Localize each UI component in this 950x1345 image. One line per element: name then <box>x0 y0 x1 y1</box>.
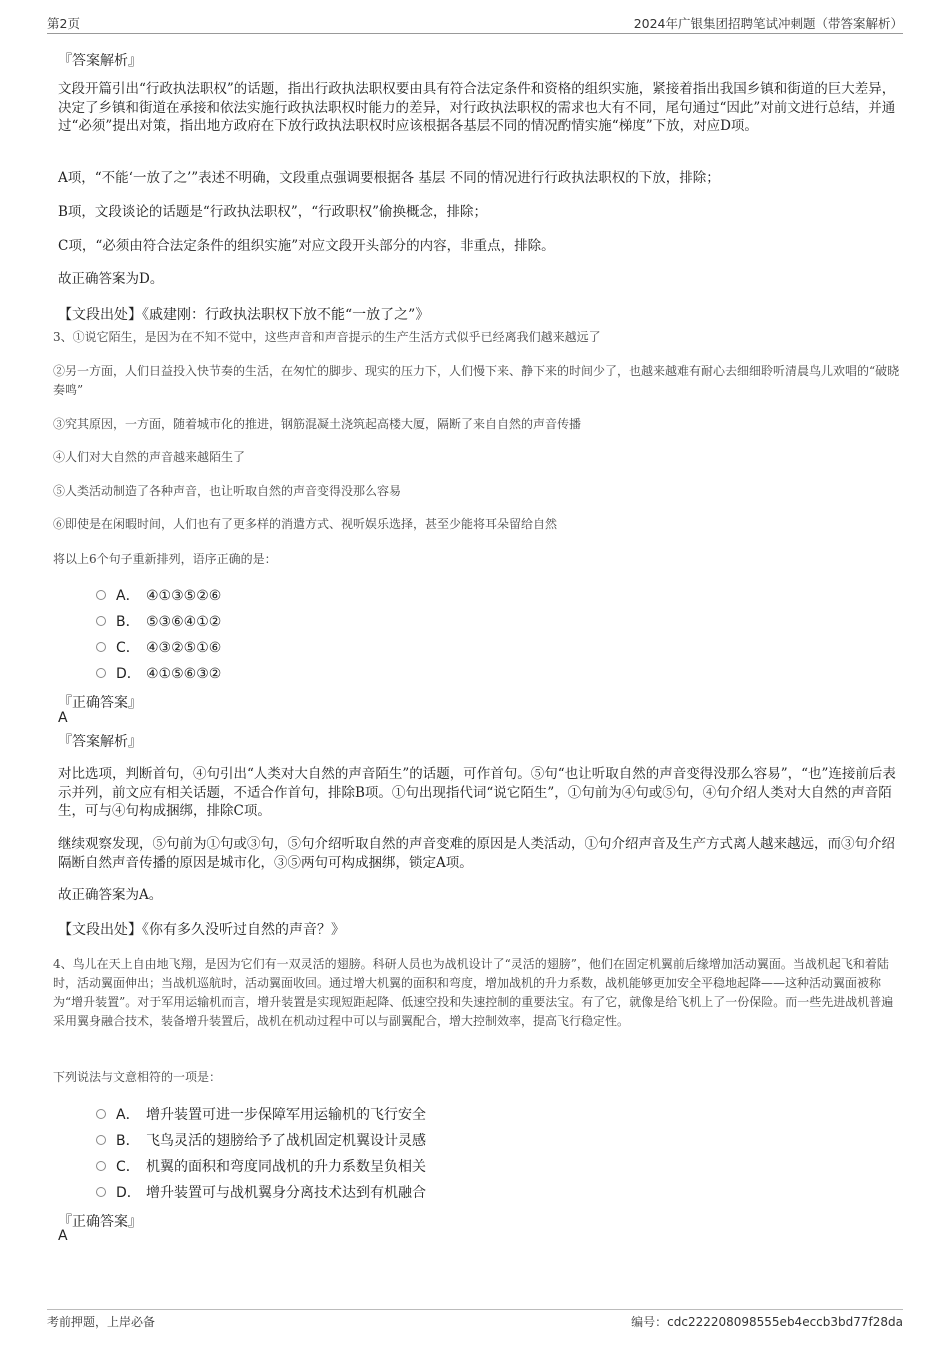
q3-option-c[interactable]: C． ④③②⑤①⑥ <box>96 637 221 657</box>
q3-sentence-6: ⑥即使是在闲暇时间，人们也有了更多样的消遣方式、视听娱乐选择，甚至少能将耳朵留给自然 <box>53 517 558 531</box>
q2-explain-para4: C项，“必须由符合法定条件的组织实施”对应文段开头部分的内容，非重点，排除。 <box>58 238 555 254</box>
q4-option-a[interactable]: A． 增升装置可进一步保障军用运输机的飞行安全 <box>96 1104 426 1124</box>
q3-explain-para1: 对比选项，判断首句，④句引出“人类对大自然的声音陌生”的话题，可作首句。⑤句“也让听取自然的声音变得没那么容易”，“也”连接前后表示并列，前文应有相关话题，不适合作首句，排除B项。①句出现指代词“说它陌生”，①句前为④句或⑤句，④句介绍人类对大自然的声音陌生，可与④句构成捆绑，排除C项。 <box>58 766 896 819</box>
q3-source: 【文段出处】《你有多久没听过自然的声音？》 <box>58 922 345 938</box>
q3-option-b[interactable]: B． ⑤③⑥④①② <box>96 611 221 631</box>
q3-sentence-2: ②另一方面，人们日益投入快节奏的生活，在匆忙的脚步、现实的压力下，人们慢下来、静下来的时间少了，也越来越难有耐心去细细聆听清晨鸟儿欢唱的“破晓奏鸣” <box>53 364 900 397</box>
radio-icon[interactable] <box>96 590 106 600</box>
q3-option-a[interactable]: A． ④①③⑤②⑥ <box>96 585 221 605</box>
q4-option-b[interactable]: B． 飞鸟灵活的翅膀给予了战机固定机翼设计灵感 <box>96 1130 426 1150</box>
footer-divider <box>47 1309 903 1310</box>
q3-sentence-3: ③究其原因，一方面，随着城市化的推进，钢筋混凝土浇筑起高楼大厦，隔断了来自自然的声音传播 <box>53 417 582 431</box>
q2-source: 【文段出处】《戚建刚：行政执法职权下放不能“一放了之”》 <box>58 307 430 323</box>
footer-slogan: 考前押题，上岸必备 <box>47 1315 156 1329</box>
q3-answer-label: 『正确答案』 <box>58 695 142 711</box>
radio-icon[interactable] <box>96 642 106 652</box>
document-title: 2024年广银集团招聘笔试冲刺题（带答案解析） <box>633 16 903 31</box>
q3-explain-conclusion: 故正确答案为A。 <box>58 887 163 903</box>
header-divider <box>47 33 903 34</box>
q2-explain-para1: 文段开篇引出“行政执法职权”的话题，指出行政执法职权要由具有符合法定条件和资格的组织实施，紧接着指出我国乡镇和街道的巨大差异，决定了乡镇和街道在承接和依法实施行政执法职权时能力的差异，对行政执法职权的需求也大有不同，尾句通过“因此”对前文进行总结，并通过“必须”提出对策，指出地方政府在下放行政执法职权时应该根据各基层不同的情况酌情实施“梯度”下放，对应D项。 <box>58 81 896 134</box>
q3-option-d[interactable]: D． ④①⑤⑥③② <box>96 663 221 683</box>
q3-answer: A <box>58 710 68 726</box>
q2-explain-label: 『答案解析』 <box>58 53 142 69</box>
document-code: 编号：cdc222208098555eb4eccb3bd77f28da <box>631 1315 903 1329</box>
q4-option-c[interactable]: C． 机翼的面积和弯度同战机的升力系数呈负相关 <box>96 1156 426 1176</box>
q4-prompt: 下列说法与文意相符的一项是： <box>53 1070 222 1084</box>
page-number: 第2页 <box>47 16 80 31</box>
q4-stem: 4、鸟儿在天上自由地飞翔，是因为它们有一双灵活的翅膀。科研人员也为战机设计了“灵活的翅膀”，他们在固定机翼前后缘增加活动翼面。当战机起飞和着陆时，活动翼面伸出；当战机巡航时，活动翼面收回。通过增大机翼的面积和弯度，增加战机的升力系数，战机能够更加安全平稳地起降——这种活动翼面被称为“增升装置”。对于军用运输机而言，增升装置是实现短距起降、低速空投和失速控制的重要法宝。有了它，就像是给飞机上了一份保险。而一些先进战机普遍采用翼身融合技术，装备增升装置后，战机在机动过程中可以与副翼配合，增大控制效率，提高飞行稳定性。 <box>53 957 894 1028</box>
radio-icon[interactable] <box>96 1135 106 1145</box>
q4-answer-label: 『正确答案』 <box>58 1214 142 1230</box>
radio-icon[interactable] <box>96 1161 106 1171</box>
page-footer <box>47 1313 903 1331</box>
radio-icon[interactable] <box>96 1187 106 1197</box>
q3-prompt: 将以上6个句子重新排列，语序正确的是： <box>53 552 277 566</box>
radio-icon[interactable] <box>96 1109 106 1119</box>
q4-answer: A <box>58 1228 68 1244</box>
page-header <box>47 14 903 32</box>
q2-explain-conclusion: 故正确答案为D。 <box>58 271 164 287</box>
q3-sentence-1: 3、①说它陌生，是因为在不知不觉中，这些声音和声音提示的生产生活方式似乎已经离我们越来越远了 <box>53 330 601 344</box>
q3-explain-para2: 继续观察发现，⑤句前为①句或③句，⑤句介绍听取自然的声音变难的原因是人类活动，①句介绍声音及生产方式离人越来越远，而③句介绍隔断自然声音传播的原因是城市化，③⑤两句可构成捆绑，锁定A项。 <box>58 836 895 871</box>
radio-icon[interactable] <box>96 668 106 678</box>
q3-sentence-5: ⑤人类活动制造了各种声音，也让听取自然的声音变得没那么容易 <box>53 484 402 498</box>
radio-icon[interactable] <box>96 616 106 626</box>
q3-sentence-4: ④人们对大自然的声音越来越陌生了 <box>53 450 246 464</box>
q4-option-d[interactable]: D． 增升装置可与战机翼身分离技术达到有机融合 <box>96 1182 426 1202</box>
q2-explain-para2: A项，“不能‘一放了之’”表述不明确，文段重点强调要根据各 基层 不同的情况进行行政执法职权的下放，排除； <box>58 170 720 186</box>
q2-explain-para3: B项，文段谈论的话题是“行政执法职权”，“行政职权”偷换概念，排除； <box>58 204 488 220</box>
q3-explain-label: 『答案解析』 <box>58 734 142 750</box>
